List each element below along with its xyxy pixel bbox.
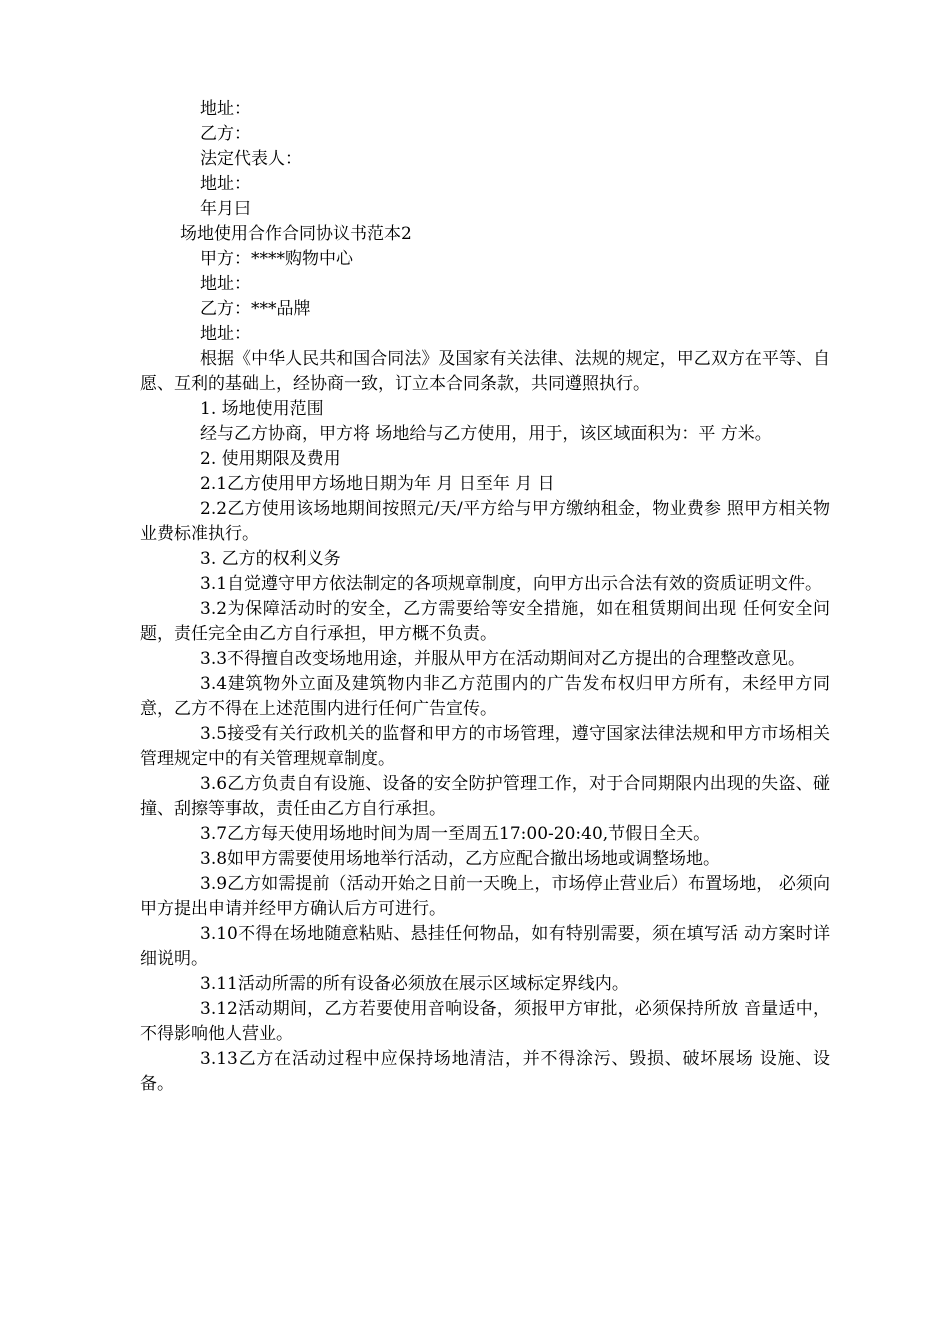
section-1-heading: 1. 场地使用范围 <box>200 399 324 419</box>
clause-3-10: 3.10不得在场地随意粘贴、悬挂任何物品，如有特别需要，须在填写活 动方案时详细说明。 <box>140 924 830 969</box>
party-b-address-line: 地址： <box>200 324 251 344</box>
clause-3-6: 3.6乙方负责自有设施、设备的安全防护管理工作，对于合同期限内出现的失盗、碰撞、刮擦等事故，责任由乙方自行承担。 <box>140 774 830 819</box>
clause-3-12: 3.12活动期间，乙方若要使用音响设备，须报甲方审批，必须保持所放 音量适中，不得影响他人营业。 <box>140 999 830 1044</box>
party-b-line: 乙方：***品牌 <box>200 299 311 319</box>
address-line: 地址： <box>200 174 251 194</box>
legal-representative-line: 法定代表人： <box>200 149 302 169</box>
clause-2-1: 2.1乙方使用甲方场地日期为年 月 日至年 月 日 <box>200 474 555 494</box>
clause-3-3: 3.3不得擅自改变场地用途，并服从甲方在活动期间对乙方提出的合理整改意见。 <box>200 649 806 669</box>
party-a-line: 甲方：****购物中心 <box>200 249 353 269</box>
clause-3-8: 3.8如甲方需要使用场地举行活动，乙方应配合撤出场地或调整场地。 <box>200 849 721 869</box>
clause-3-1: 3.1自觉遵守甲方依法制定的各项规章制度，向甲方出示合法有效的资质证明文件。 <box>200 574 823 594</box>
document-body <box>140 97 830 1097</box>
address-line: 地址： <box>200 99 251 119</box>
clause-3-4: 3.4建筑物外立面及建筑物内非乙方范围内的广告发布权归甲方所有，未经甲方同意，乙方不得在上述范围内进行任何广告宣传。 <box>140 674 830 719</box>
clause-3-11: 3.11活动所需的所有设备必须放在展示区域标定界线内。 <box>200 974 629 994</box>
clause-3-13: 3.13乙方在活动过程中应保持场地清洁，并不得涂污、毁损、破坏展场 设施、设备。 <box>140 1049 830 1094</box>
clause-3-2: 3.2为保障活动时的安全，乙方需要给等安全措施，如在租赁期间出现 任何安全问题，责任完全由乙方自行承担，甲方概不负责。 <box>140 599 830 644</box>
clause-3-7: 3.7乙方每天使用场地时间为周一至周五17:00-20:40,节假日全天。 <box>200 824 711 844</box>
section-1-body: 经与乙方协商，甲方将 场地给与乙方使用，用于，该区域面积为：平 方米。 <box>200 424 772 444</box>
section-2-heading: 2. 使用期限及费用 <box>200 449 341 469</box>
clause-2-2: 2.2乙方使用该场地期间按照元/天/平方给与甲方缴纳租金，物业费参 照甲方相关物业费标准执行。 <box>140 499 830 544</box>
document-title: 场地使用合作合同协议书范本2 <box>180 224 412 244</box>
party-a-address-line: 地址： <box>200 274 251 294</box>
date-line: 年月曰 <box>200 199 251 219</box>
clause-3-9: 3.9乙方如需提前（活动开始之日前一天晚上，市场停止营业后）布置场地， 必须向甲方提出申请并经甲方确认后方可进行。 <box>140 874 830 919</box>
clause-3-5: 3.5接受有关行政机关的监督和甲方的市场管理，遵守国家法律法规和甲方市场相关管理规定中的有关管理规章制度。 <box>140 724 830 769</box>
party-b-line: 乙方： <box>200 124 251 144</box>
section-3-heading: 3. 乙方的权利义务 <box>200 549 341 569</box>
preamble-paragraph: 根据《中华人民共和国合同法》及国家有关法律、法规的规定，甲乙双方在平等、自愿、互利的基础上，经协商一致，订立本合同条款，共同遵照执行。 <box>140 349 830 394</box>
